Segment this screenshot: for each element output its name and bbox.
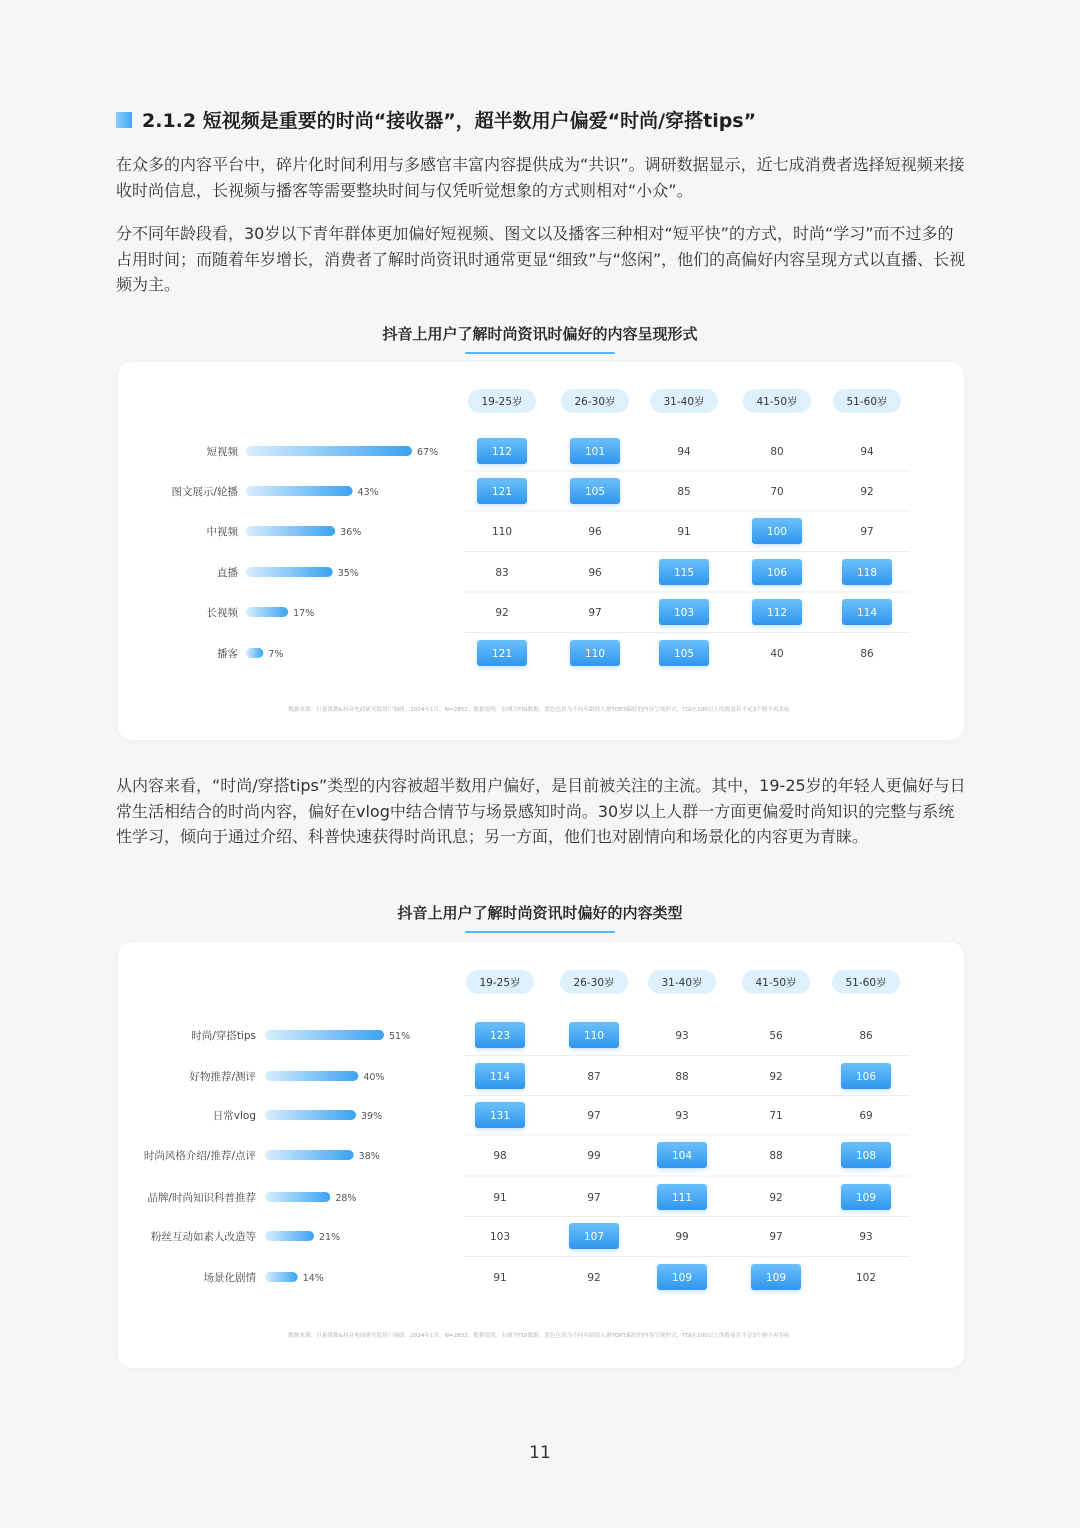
category-label: 好物推荐/测评 xyxy=(189,1071,256,1083)
table-cell-value: 105 xyxy=(673,648,695,660)
bar xyxy=(246,648,263,658)
section-title xyxy=(116,106,756,133)
table-cell-value: 99 xyxy=(675,1231,689,1243)
table-cell-value: 104 xyxy=(671,1150,693,1162)
bar-value-label: 17% xyxy=(293,608,315,619)
column-header: 19-25岁 xyxy=(479,977,521,989)
column-header: 31-40岁 xyxy=(663,396,705,408)
category-label: 日常vlog xyxy=(212,1110,256,1122)
table-cell-value: 103 xyxy=(489,1231,511,1243)
source-note: 数据来源：巨量算数&抖音电商研究院用户调研，2024年1月，N=2852；数据说明：右图为TGI数据，蓝色色块为不同年龄段人群TOP3偏好的内容呈现形式，TGI在100以上的数量若不足3个则不再多标 xyxy=(288,1333,790,1339)
bar-value-label: 51% xyxy=(389,1031,411,1042)
table-cell-value: 111 xyxy=(671,1192,693,1204)
table-cell-value: 97 xyxy=(587,1110,601,1122)
column-header: 51-60岁 xyxy=(845,977,887,989)
bar xyxy=(246,526,335,536)
table-cell-value: 91 xyxy=(493,1192,507,1204)
bar-value-label: 21% xyxy=(319,1232,341,1243)
bar xyxy=(265,1231,314,1241)
table-cell-value: 131 xyxy=(489,1110,511,1122)
table-cell-value: 92 xyxy=(769,1071,783,1083)
chart-2-title: 抖音上用户了解时尚资讯时偏好的内容类型 xyxy=(397,902,682,929)
category-label: 时尚/穿搭tips xyxy=(191,1030,256,1042)
chart-2-title-wrap xyxy=(0,902,1080,929)
column-header: 31-40岁 xyxy=(661,977,703,989)
bar xyxy=(246,486,353,496)
table-cell-value: 108 xyxy=(855,1150,877,1162)
category-label: 场景化剧情 xyxy=(203,1272,256,1284)
table-cell-value: 86 xyxy=(859,1030,873,1042)
bar-value-label: 40% xyxy=(363,1072,385,1083)
table-cell-value: 103 xyxy=(673,607,695,619)
table-cell-value: 123 xyxy=(489,1030,511,1042)
table-cell-value: 94 xyxy=(860,446,874,458)
table-cell-value: 101 xyxy=(584,446,606,458)
column-header: 51-60岁 xyxy=(846,396,888,408)
table-cell-value: 93 xyxy=(859,1231,873,1243)
table-cell-value: 71 xyxy=(769,1110,783,1122)
table-cell-value: 97 xyxy=(769,1231,783,1243)
table-cell-value: 80 xyxy=(770,446,784,458)
category-label: 粉丝互动如素人改造等 xyxy=(151,1231,256,1243)
bar-value-label: 39% xyxy=(361,1111,383,1122)
table-cell-value: 105 xyxy=(584,486,606,498)
chart-1-title-wrap xyxy=(0,323,1080,350)
bar xyxy=(265,1150,354,1160)
table-cell-value: 112 xyxy=(766,607,788,619)
bar-value-label: 35% xyxy=(337,568,359,579)
category-label: 中视频 xyxy=(206,526,238,538)
paragraph-1: 在众多的内容平台中，碎片化时间利用与多感官丰富内容提供成为“共识”。调研数据显示，近七成消费者选择短视频来接收时尚信息，长视频与播客等需要整块时间与仅凭听觉想象的方式则相对“小众”。 xyxy=(116,155,965,200)
section-title-text: 2.1.2 短视频是重要的时尚“接收器”，超半数用户偏爱“时尚/穿搭tips” xyxy=(142,110,757,132)
table-cell-value: 88 xyxy=(769,1150,783,1162)
bar-value-label: 67% xyxy=(417,447,439,458)
column-header: 41-50岁 xyxy=(755,977,797,989)
table-cell-value: 92 xyxy=(860,486,874,498)
table-cell-value: 121 xyxy=(491,648,513,660)
table-cell-value: 107 xyxy=(583,1231,605,1243)
bar xyxy=(265,1071,358,1081)
table-cell-value: 100 xyxy=(766,526,788,538)
table-cell-value: 94 xyxy=(677,446,691,458)
column-header: 19-25岁 xyxy=(481,396,523,408)
table-cell-value: 96 xyxy=(588,567,602,579)
table-cell-value: 114 xyxy=(489,1071,511,1083)
table-cell-value: 85 xyxy=(677,486,691,498)
column-header: 26-30岁 xyxy=(574,396,616,408)
bar xyxy=(265,1192,330,1202)
table-cell-value: 86 xyxy=(860,648,874,660)
table-cell-value: 109 xyxy=(855,1192,877,1204)
bar-value-label: 14% xyxy=(302,1273,324,1284)
table-cell-value: 91 xyxy=(493,1272,507,1284)
category-label: 图文展示/轮播 xyxy=(171,486,238,498)
title-marker xyxy=(116,112,132,128)
category-label: 品牌/时尚知识科普推荐 xyxy=(147,1192,256,1204)
table-cell-value: 70 xyxy=(770,486,784,498)
paragraph-3: 从内容来看，“时尚/穿搭tips”类型的内容被超半数用户偏好，是目前被关注的主流。其中，19-25岁的年轻人更偏好与日常生活相结合的时尚内容，偏好在vlog中结合情节与场景感知时尚。30岁以上人群一方面更偏爱时尚知识的完整与系统性学习，倾向于通过介绍、科普快速获得时尚讯息；另一方面，他们也对剧情向和场景化的内容更为青睐。 xyxy=(116,776,966,846)
table-cell-value: 110 xyxy=(491,526,513,538)
table-cell-value: 110 xyxy=(583,1030,605,1042)
bar-value-label: 43% xyxy=(357,487,379,498)
chart-1-card xyxy=(118,362,964,740)
table-cell-value: 87 xyxy=(587,1071,601,1083)
category-label: 直播 xyxy=(217,567,238,579)
source-note: 数据来源：巨量算数&抖音电商研究院用户调研，2024年1月，N=2852；数据说明：右图为TGI数据，蓝色色块为不同年龄段人群TOP3偏好的内容呈现形式，TGI在100以上的数量若不足3个则不再多标 xyxy=(288,707,790,713)
table-cell-value: 114 xyxy=(856,607,878,619)
table-cell-value: 69 xyxy=(859,1110,873,1122)
chart-1-svg xyxy=(118,362,964,740)
bar xyxy=(246,446,412,456)
category-label: 短视频 xyxy=(206,446,238,458)
table-cell-value: 56 xyxy=(769,1030,783,1042)
bar-value-label: 38% xyxy=(358,1151,380,1162)
bar-value-label: 36% xyxy=(340,527,362,538)
bar-value-label: 7% xyxy=(268,649,284,660)
table-cell-value: 92 xyxy=(587,1272,601,1284)
category-label: 长视频 xyxy=(206,607,238,619)
table-cell-value: 118 xyxy=(856,567,878,579)
table-cell-value: 92 xyxy=(495,607,509,619)
table-cell-value: 110 xyxy=(584,648,606,660)
table-cell-value: 40 xyxy=(770,648,784,660)
column-header: 41-50岁 xyxy=(756,396,798,408)
table-cell-value: 106 xyxy=(766,567,788,579)
table-cell-value: 97 xyxy=(588,607,602,619)
bar xyxy=(265,1030,384,1040)
paragraph-2: 分不同年龄段看，30岁以下青年群体更加偏好短视频、图文以及播客三种相对“短平快”的方式，时尚“学习”而不过多的占用时间；而随着年岁增长，消费者了解时尚资讯时通常更显“细致”与“悠闲”，他们的高偏好内容呈现方式以直播、长视频为主。 xyxy=(116,224,966,294)
table-cell-value: 109 xyxy=(671,1272,693,1284)
bar xyxy=(265,1110,356,1120)
table-cell-value: 109 xyxy=(765,1272,787,1284)
category-label: 时尚风格介绍/推荐/点评 xyxy=(143,1150,256,1162)
bar-value-label: 28% xyxy=(335,1193,357,1204)
table-cell-value: 99 xyxy=(587,1150,601,1162)
table-cell-value: 91 xyxy=(677,526,691,538)
page-number: 11 xyxy=(529,1443,551,1463)
table-cell-value: 97 xyxy=(587,1192,601,1204)
table-cell-value: 92 xyxy=(769,1192,783,1204)
table-cell-value: 97 xyxy=(860,526,874,538)
table-cell-value: 115 xyxy=(673,567,695,579)
column-header: 26-30岁 xyxy=(573,977,615,989)
table-cell-value: 112 xyxy=(491,446,513,458)
table-cell-value: 93 xyxy=(675,1110,689,1122)
bar xyxy=(246,567,333,577)
table-cell-value: 98 xyxy=(493,1150,507,1162)
table-cell-value: 93 xyxy=(675,1030,689,1042)
category-label: 播客 xyxy=(217,648,238,660)
chart-2-svg xyxy=(118,942,964,1368)
table-cell-value: 121 xyxy=(491,486,513,498)
table-cell-value: 96 xyxy=(588,526,602,538)
bar xyxy=(265,1272,298,1282)
chart-1-title: 抖音上用户了解时尚资讯时偏好的内容呈现形式 xyxy=(382,323,697,350)
table-cell-value: 102 xyxy=(855,1272,877,1284)
table-cell-value: 83 xyxy=(495,567,509,579)
table-cell-value: 106 xyxy=(855,1071,877,1083)
chart-2-card xyxy=(118,942,964,1368)
bar xyxy=(246,607,288,617)
table-cell-value: 88 xyxy=(675,1071,689,1083)
